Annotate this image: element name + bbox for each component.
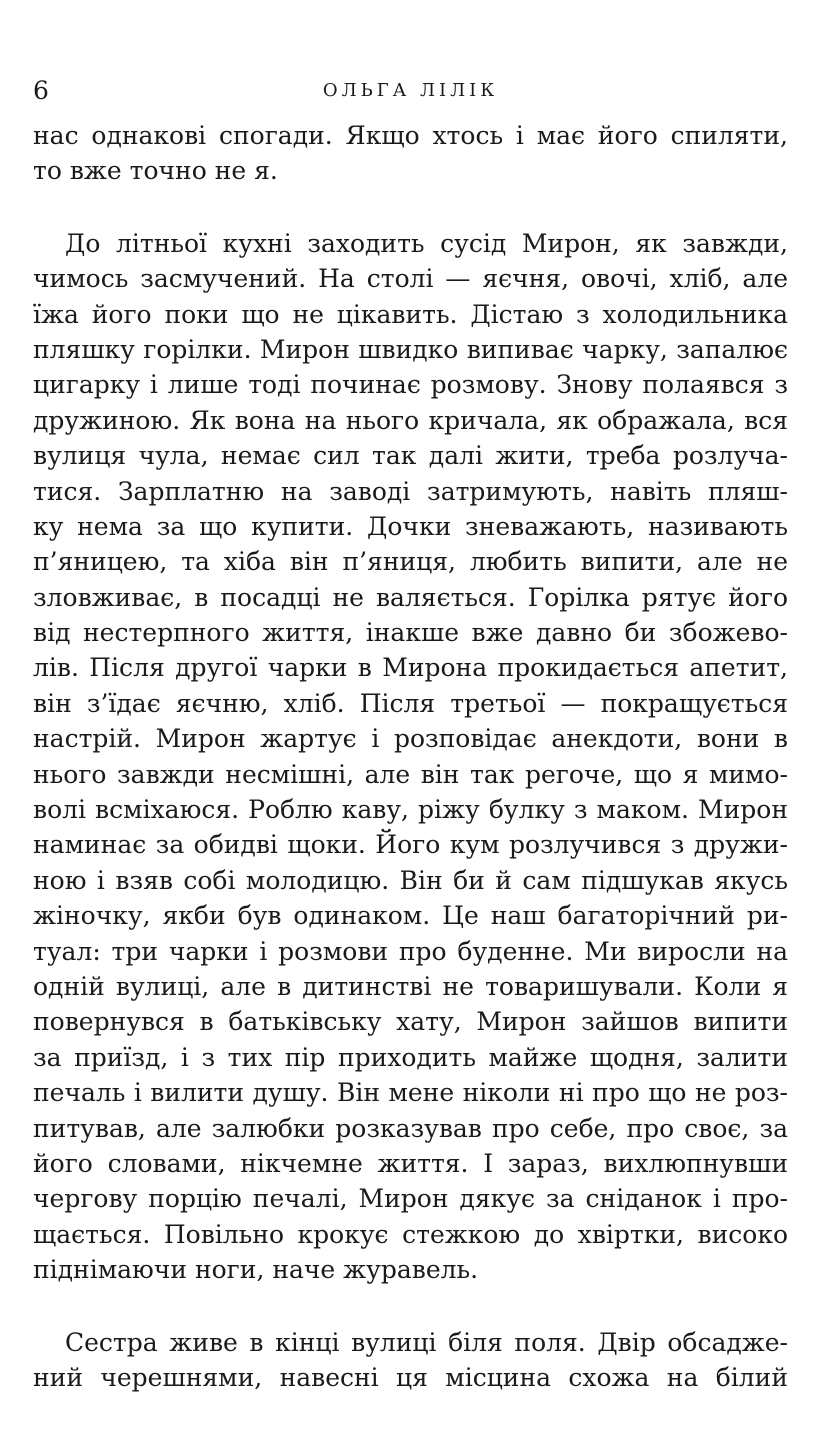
text-line: він з’їдає яєчню, хліб. Після третьої — покращується: [33, 688, 788, 718]
text-line: туал: три чарки і розмови про буденне. Ми виросли на: [33, 936, 788, 966]
text-line: До літньої кухні заходить сусід Мирон, як завжди,: [65, 228, 788, 258]
paragraph: [33, 226, 788, 1288]
text-line: його словами, нікчемне життя. І зараз, вихлюпнувши: [33, 1148, 788, 1178]
text-line: дружиною. Як вона на нього кричала, як ображала, вся: [33, 405, 788, 435]
text-line: лів. Після другої чарки в Мирона прокидається апетит,: [33, 653, 788, 683]
running-head-author: ОЛЬГА ЛІЛІК: [322, 80, 499, 101]
paragraph-gap: [33, 189, 788, 226]
text-line: ний черешнями, навесні ця місцина схожа на білий: [33, 1362, 788, 1392]
text-line: чимось засмучений. На столі — яєчня, овочі, хліб, але: [33, 264, 788, 294]
text-line: їжа його поки що не цікавить. Дістаю з холодильника: [33, 299, 788, 329]
text-line: питував, але залюбки розказував про себе, про своє, за: [33, 1113, 788, 1143]
text-line: зловживає, в посадці не валяється. Горілка рятує його: [33, 582, 788, 612]
text-line: настрій. Мирон жартує і розповідає анекдоти, вони в: [33, 724, 788, 754]
page-number: 6: [33, 76, 49, 105]
text-line: ку нема за що купити. Дочки зневажають, називають: [33, 511, 788, 541]
paragraph-gap: [33, 1288, 788, 1325]
text-line: щається. Повільно крокує стежкою до хвіртки, високо: [33, 1219, 788, 1249]
text-line: цигарку і лише тоді починає розмову. Знову полаявся з: [33, 370, 788, 400]
text-line: Сестра живе в кінці вулиці біля поля. Двір обсадже-: [65, 1327, 788, 1357]
text-line: ною і взяв собі молодицю. Він би й сам підшукав якусь: [33, 865, 788, 895]
text-line: наминає за обидві щоки. Його кум розлучився з дружи-: [33, 830, 788, 860]
text-line: піднімаючи ноги, наче журавель.: [33, 1255, 479, 1285]
text-line: волі всміхаюся. Роблю каву, ріжу булку з маком. Мирон: [33, 795, 788, 825]
paragraph: [33, 1325, 788, 1396]
text-line: пляшку горілки. Мирон швидко випиває чарку, запалює: [33, 334, 788, 364]
paragraph: [33, 118, 788, 189]
text-line: печаль і вилити душу. Він мене ніколи ні про що не роз-: [33, 1078, 788, 1108]
text-line: нас однакові спогади. Якщо хтось і має його спиляти,: [33, 121, 788, 150]
text-line: п’яницею, та хіба він п’яниця, любить випити, але не: [33, 547, 788, 577]
body-text: [33, 118, 788, 1395]
text-line: від нестерпного життя, інакше вже давно би збожево-: [33, 618, 788, 648]
text-line: тися. Зарплатню на заводі затримують, навіть пляш-: [33, 476, 788, 506]
text-line: нього завжди несмішні, але він так регоче, що я мимо-: [33, 759, 788, 789]
text-line: вулиця чула, немає сил так далі жити, треба розлуча-: [33, 441, 788, 471]
text-line: то вже точно не я.: [33, 156, 278, 186]
running-head: [33, 74, 788, 108]
text-line: одній вулиці, але в дитинстві не товаришували. Коли я: [33, 971, 788, 1001]
text-line: за приїзд, і з тих пір приходить майже щодня, залити: [33, 1042, 788, 1072]
text-line: чергову порцію печалі, Мирон дякує за сніданок і про-: [33, 1184, 788, 1214]
text-line: повернувся в батьківську хату, Мирон зайшов випити: [33, 1007, 788, 1037]
text-line: жіночку, якби був одинаком. Це наш багаторічний ри-: [33, 901, 788, 931]
